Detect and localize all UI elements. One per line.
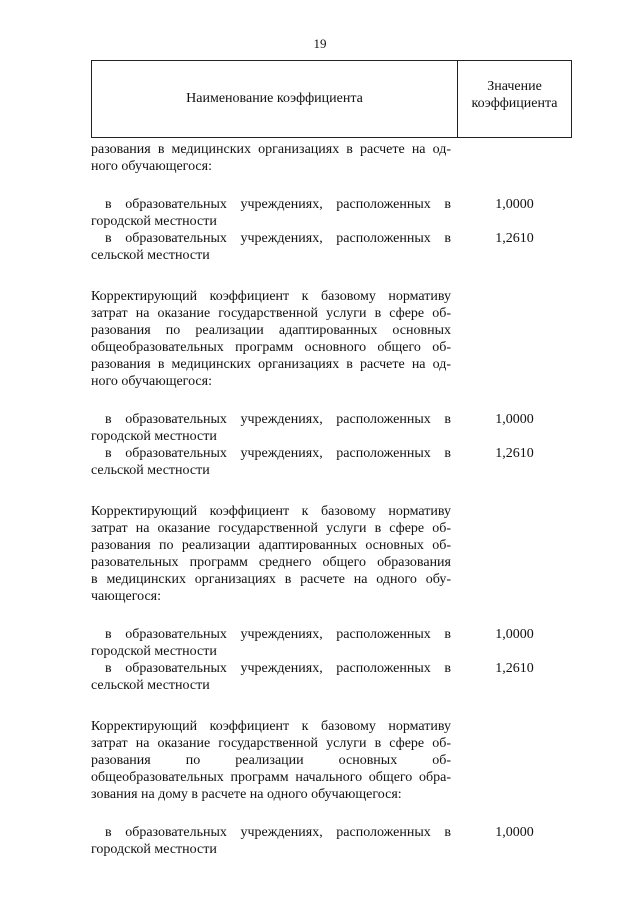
table-row <box>91 445 572 479</box>
row-label-rural: в образовательных учреждениях, расположенных в сельской местности <box>91 446 451 478</box>
row-label-urban: в образовательных учреждениях, расположенных в городской местности <box>91 412 451 444</box>
row-label-urban: в образовательных учреждениях, расположенных в городской местности <box>91 825 451 857</box>
table-row <box>91 660 572 694</box>
coefficient-paragraph: Корректирующий коэффициент к базовому нормативу затрат на оказание государственной услуги в сфере об- разования по реализации основных об- общеобразовательных программ начального общего обра- зования на дому в расчете на одного обучающегося: <box>91 719 451 802</box>
row-value: 1,0000 <box>495 197 534 212</box>
table-row <box>91 411 572 445</box>
table-body <box>91 141 572 858</box>
row-value: 1,0000 <box>495 412 534 427</box>
row-label-urban: в образовательных учреждениях, расположенных в городской местности <box>91 197 451 229</box>
table-row <box>91 824 572 858</box>
coefficient-paragraph: Корректирующий коэффициент к базовому нормативу затрат на оказание государственной услуги в сфере об- разования по реализации адаптированных основных об- разовательных программ среднего общего образования в медицинских организациях в расчете на одного обу- чающегося: <box>91 504 451 604</box>
row-value: 1,2610 <box>495 446 534 461</box>
table-row <box>91 230 572 264</box>
row-value: 1,2610 <box>495 661 534 676</box>
table-header <box>91 60 572 138</box>
column-header-value-line1: Значение <box>487 79 542 94</box>
column-header-value-line2: коэффициента <box>471 96 558 111</box>
row-label-rural: в образовательных учреждениях, расположенных в сельской местности <box>91 231 451 263</box>
page-number: 19 <box>313 36 327 51</box>
row-label-urban: в образовательных учреждениях, расположенных в городской местности <box>91 627 451 659</box>
table-row <box>91 626 572 660</box>
table-row <box>91 196 572 230</box>
continuation-paragraph: разования в медицинских организациях в расчете на од- ного обучающегося: <box>91 142 451 174</box>
column-header-name: Наименование коэффициента <box>92 61 458 137</box>
column-header-value <box>458 61 571 137</box>
row-value: 1,2610 <box>495 231 534 246</box>
row-value: 1,0000 <box>495 825 534 840</box>
row-label-rural: в образовательных учреждениях, расположенных в сельской местности <box>91 661 451 693</box>
row-value: 1,0000 <box>495 627 534 642</box>
coefficient-paragraph: Корректирующий коэффициент к базовому нормативу затрат на оказание государственной услуги в сфере об- разования по реализации адаптированных основных общеобразовательных программ основного общего об- разования в медицинских организациях в расчете на од- ного обучающегося: <box>91 289 451 389</box>
